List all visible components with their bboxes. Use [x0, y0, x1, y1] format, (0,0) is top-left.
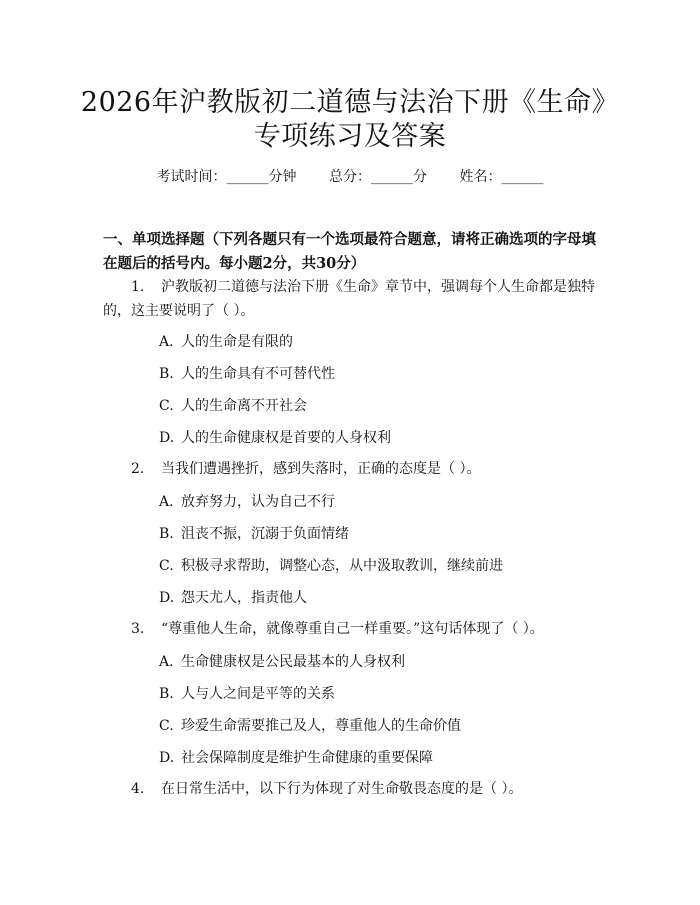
option-text: 珍爱生命需要推己及人，尊重他人的生命价值: [181, 718, 461, 734]
option-text: 人的生命具有不可替代性: [181, 366, 335, 382]
total-score-field: 总分：______分: [329, 169, 427, 185]
option-text: 放弃努力，认为自己不行: [181, 494, 335, 510]
question-text: 在日常生活中，以下行为体现了对生命敬畏态度的是（ ）。: [161, 781, 523, 797]
exam-time-field: 考试时间：______分钟: [156, 169, 297, 185]
option-letter: C.: [159, 398, 174, 414]
option-text: 人的生命是有限的: [181, 334, 293, 350]
option-text: 沮丧不振，沉溺于负面情绪: [181, 526, 349, 542]
question-number: 3.: [131, 621, 145, 637]
option-letter: D.: [159, 590, 175, 606]
option-text: 人的生命离不开社会: [181, 398, 307, 414]
question-number: 4.: [131, 781, 145, 797]
option-letter: A.: [159, 654, 174, 670]
question-number: 2.: [131, 461, 145, 477]
question-1-option-a: [159, 332, 599, 352]
option-text: 人与人之间是平等的关系: [181, 686, 335, 702]
option-letter: B.: [159, 686, 174, 702]
question-2-option-b: [159, 524, 599, 544]
option-letter: D.: [159, 430, 175, 446]
exam-meta: [0, 167, 700, 187]
option-letter: B.: [159, 526, 174, 542]
question-3-option-d: [159, 748, 599, 768]
question-1-option-d: [159, 428, 599, 448]
question-3: [103, 617, 601, 641]
option-text: 人的生命健康权是首要的人身权利: [181, 430, 391, 446]
question-1-option-b: [159, 364, 599, 384]
question-2-option-d: [159, 588, 599, 608]
option-letter: D.: [159, 750, 175, 766]
question-2-option-c: [159, 556, 599, 576]
page-title-line2: 专项练习及答案: [253, 121, 447, 152]
question-4: [103, 777, 601, 801]
question-3-option-b: [159, 684, 599, 704]
option-letter: A.: [159, 494, 174, 510]
student-name-field: 姓名：______: [459, 169, 544, 185]
section-heading: 一、单项选择题（下列各题只有一个选项最符合题意，请将正确选项的字母填在题后的括号内。每小题2分，共30分）: [103, 231, 596, 272]
question-1: [103, 275, 601, 323]
page-title-line1: 2026年沪教版初二道德与法治下册《生命》: [80, 87, 620, 118]
option-text: 生命健康权是公民最基本的人身权利: [181, 654, 405, 670]
question-2: [103, 457, 601, 481]
question-1-option-c: [159, 396, 599, 416]
option-text: 积极寻求帮助，调整心态，从中汲取教训，继续前进: [181, 558, 503, 574]
question-text: 沪教版初二道德与法治下册《生命》章节中，强调每个人生命都是独特的，这主要说明了（ ）。: [103, 279, 595, 319]
option-letter: A.: [159, 334, 174, 350]
option-text: 社会保障制度是维护生命健康的重要保障: [181, 750, 433, 766]
option-letter: B.: [159, 366, 174, 382]
question-text: “尊重他人生命，就像尊重自己一样重要。”这句话体现了（ ）。: [161, 621, 544, 637]
question-3-option-c: [159, 716, 599, 736]
question-2-option-a: [159, 492, 599, 512]
option-letter: C.: [159, 718, 174, 734]
question-text: 当我们遭遇挫折，感到失落时，正确的态度是（ ）。: [161, 461, 481, 477]
question-number: 1.: [131, 279, 145, 295]
question-3-option-a: [159, 652, 599, 672]
option-letter: C.: [159, 558, 174, 574]
option-text: 怨天尤人，指责他人: [181, 590, 307, 606]
